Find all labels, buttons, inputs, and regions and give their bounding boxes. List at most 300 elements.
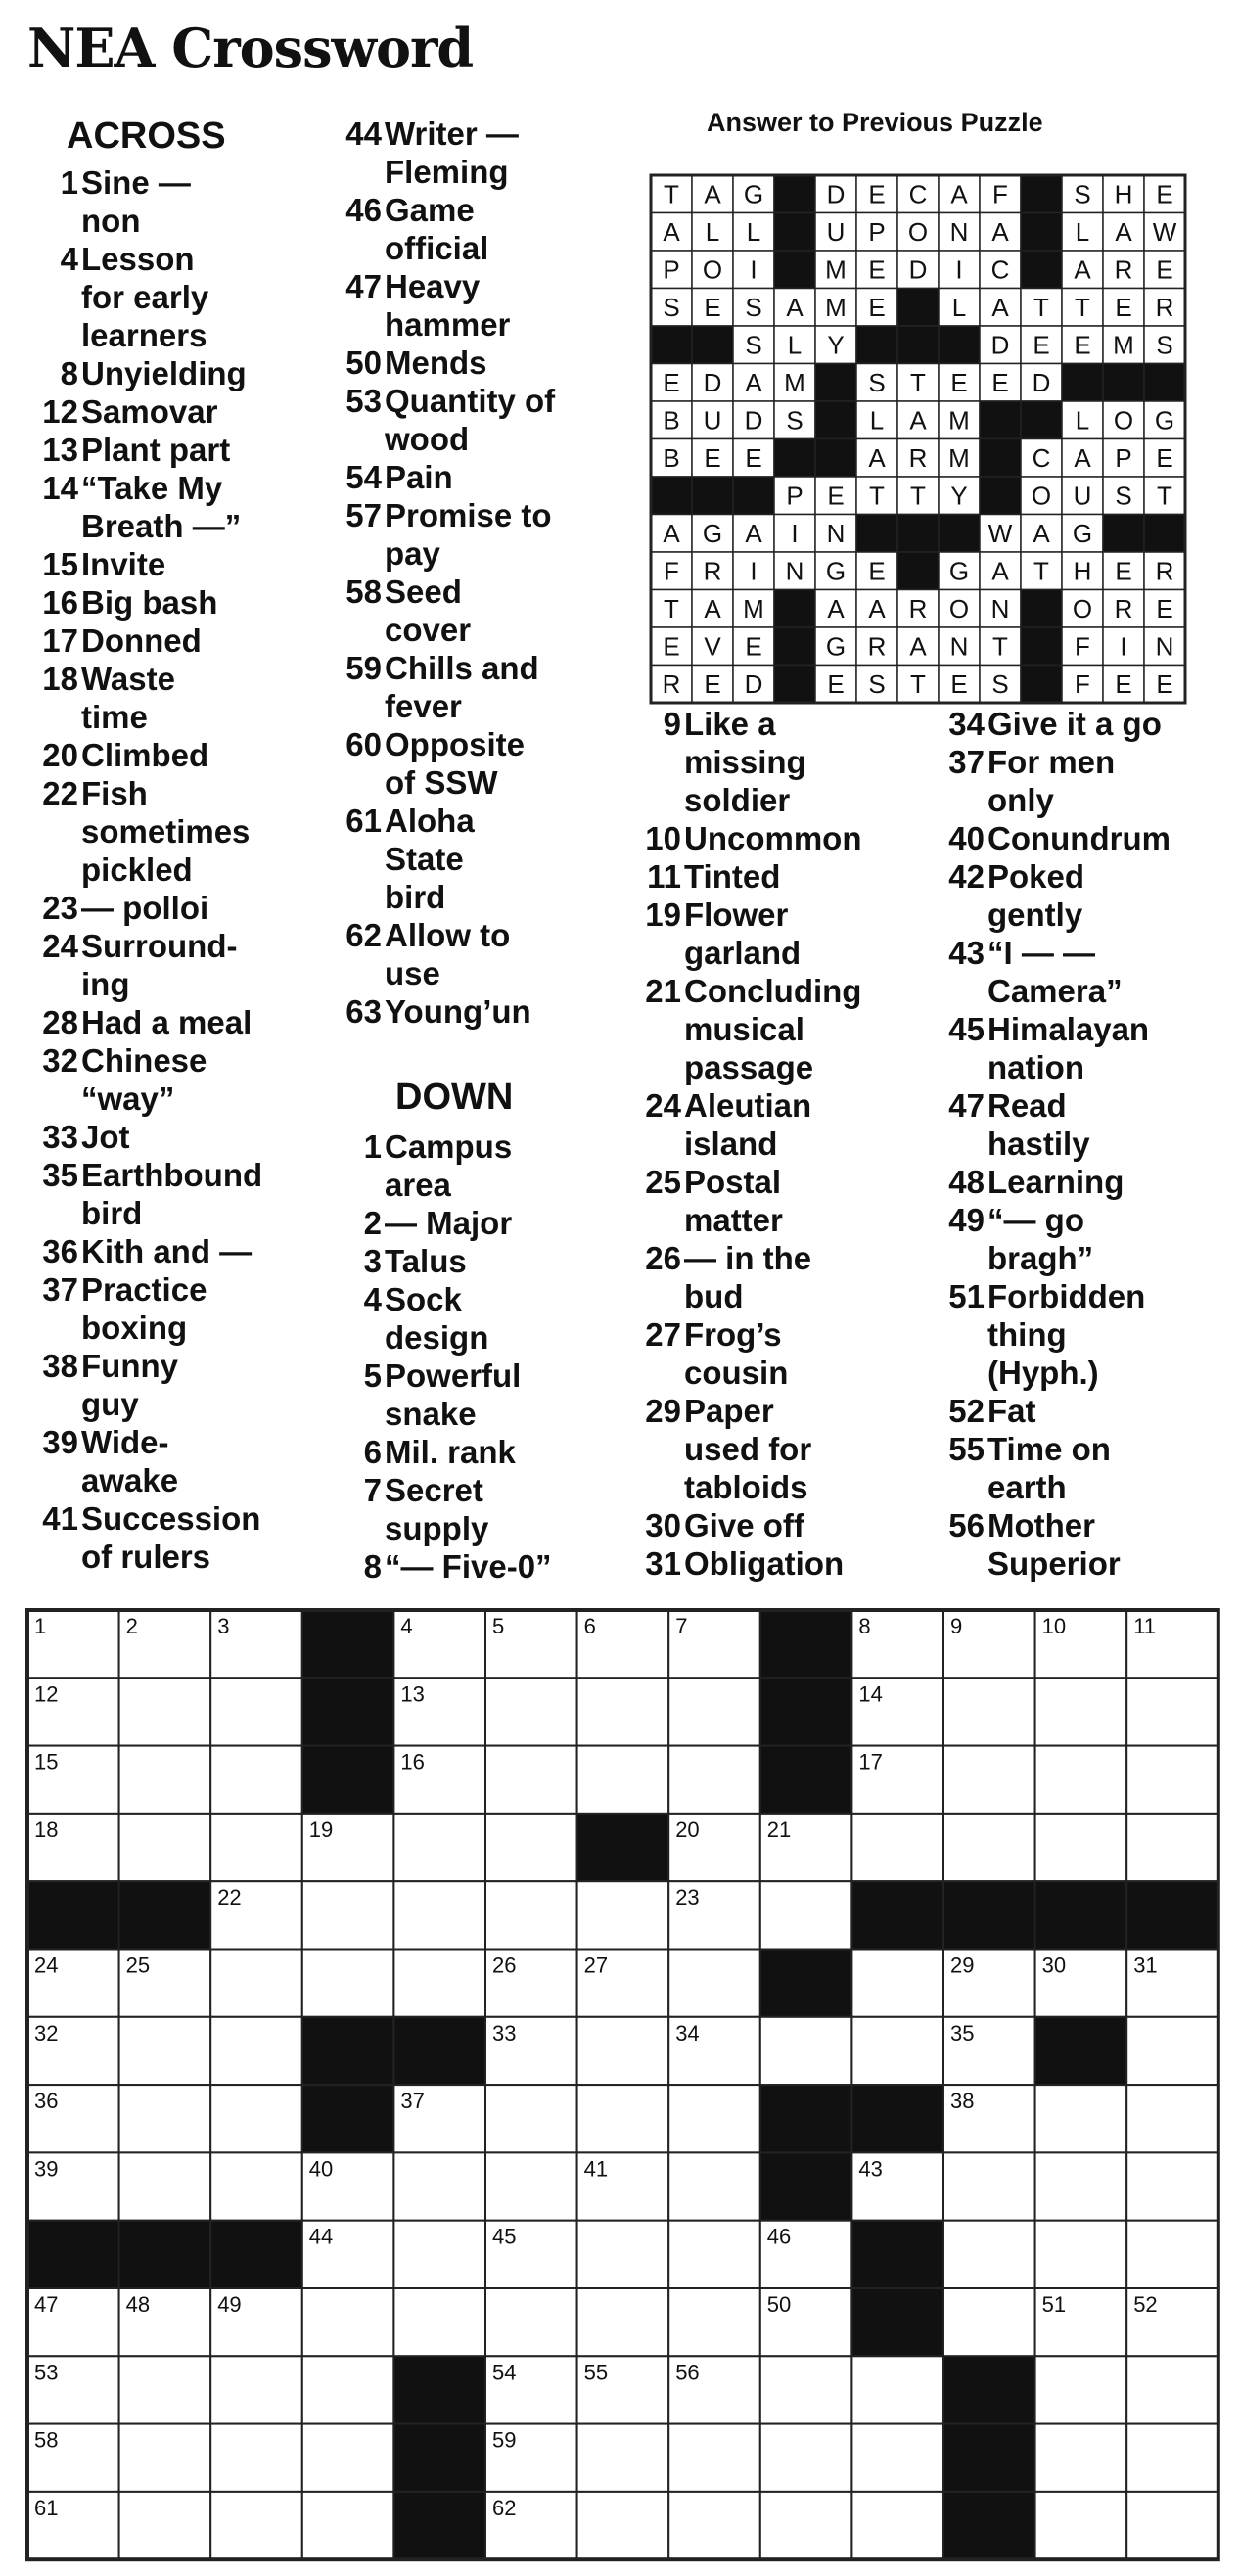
- clue-text: Paper used for tabloids: [684, 1393, 812, 1505]
- answer-block: [774, 627, 815, 666]
- answer-block: [980, 477, 1021, 515]
- clue-number: 24: [645, 1087, 681, 1124]
- clue-text: Climbed: [81, 737, 209, 773]
- grid-cell[interactable]: [485, 1881, 577, 1949]
- answer-letter: A: [786, 292, 804, 322]
- clue-number: 12: [42, 393, 78, 430]
- answer-letter: I: [955, 254, 963, 285]
- answer-block: [651, 477, 692, 515]
- grid-cell[interactable]: [1035, 2221, 1127, 2288]
- answer-letter: R: [1155, 292, 1174, 322]
- clue-number: 47: [345, 268, 382, 304]
- answer-letter: S: [745, 292, 762, 322]
- clue-text: Unyielding: [81, 355, 247, 391]
- grid-block: [1035, 1881, 1127, 1949]
- cell-number: 61: [34, 2495, 59, 2520]
- grid-cell[interactable]: [210, 1746, 302, 1814]
- answer-letter: N: [826, 518, 846, 548]
- grid-cell[interactable]: [668, 2152, 760, 2220]
- grid-cell[interactable]: [760, 2492, 852, 2559]
- grid-cell[interactable]: [1035, 2085, 1127, 2152]
- clue-number: 50: [345, 345, 382, 381]
- cell-number: 16: [400, 1749, 425, 1774]
- answer-letter: S: [868, 367, 886, 397]
- grid-cell[interactable]: [1035, 1814, 1127, 1881]
- across-clue-17: [27, 621, 350, 660]
- cell-number: 34: [675, 2020, 700, 2046]
- answer-letter: G: [948, 556, 970, 586]
- answer-block: [692, 326, 733, 364]
- answer-block: [939, 515, 980, 553]
- grid-cell[interactable]: [1035, 2356, 1127, 2423]
- grid-block: [393, 2017, 485, 2085]
- answer-letter: I: [750, 556, 758, 586]
- grid-cell[interactable]: [760, 2017, 852, 2085]
- crossword-grid[interactable]: [25, 1608, 1225, 2563]
- grid-cell[interactable]: [302, 1881, 394, 1949]
- grid-cell[interactable]: [393, 2221, 485, 2288]
- grid-cell[interactable]: [851, 1814, 943, 1881]
- clue-number: 44: [345, 115, 382, 152]
- answer-letter: E: [745, 442, 762, 473]
- clue-text: Himalayan nation: [987, 1011, 1150, 1085]
- grid-cell[interactable]: [119, 2492, 211, 2559]
- answer-letter: N: [949, 631, 969, 662]
- grid-cell[interactable]: [119, 1678, 211, 1745]
- grid-cell[interactable]: [1035, 2152, 1127, 2220]
- answer-block: [939, 326, 980, 364]
- clue-text: Like a missing soldier: [684, 706, 806, 818]
- grid-cell[interactable]: [577, 2492, 669, 2559]
- cell-number: 32: [34, 2020, 59, 2046]
- answer-block: [897, 326, 939, 364]
- across-clue-16: [27, 583, 350, 621]
- grid-cell[interactable]: [668, 2221, 760, 2288]
- grid-block: [851, 2085, 943, 2152]
- grid-cell[interactable]: [577, 1881, 669, 1949]
- grid-cell[interactable]: [393, 2152, 485, 2220]
- clue-number: 53: [345, 383, 382, 419]
- clue-text: Practice boxing: [81, 1271, 207, 1346]
- answer-letter: E: [704, 668, 721, 699]
- grid-cell[interactable]: [668, 2288, 760, 2356]
- answer-letter: E: [868, 254, 886, 285]
- down-clue-47: [934, 1086, 1240, 1163]
- answer-letter: O: [1113, 405, 1134, 436]
- grid-cell[interactable]: [119, 1746, 211, 1814]
- answer-letter: E: [827, 481, 845, 511]
- grid-cell[interactable]: [1126, 2085, 1218, 2152]
- grid-block: [943, 1881, 1035, 1949]
- clue-number: 4: [60, 241, 78, 277]
- grid-cell[interactable]: [1126, 2152, 1218, 2220]
- answer-letter: P: [1115, 442, 1132, 473]
- grid-cell[interactable]: [1035, 2492, 1127, 2559]
- answer-letter: G: [825, 631, 847, 662]
- down-clue-52: [934, 1392, 1240, 1430]
- clue-text: Time on earth: [987, 1431, 1111, 1505]
- grid-block: [1035, 2017, 1127, 2085]
- grid-cell[interactable]: [1035, 2424, 1127, 2492]
- answer-letter: A: [745, 518, 762, 548]
- grid-cell[interactable]: [210, 2424, 302, 2492]
- across-clue-33: [27, 1118, 350, 1156]
- answer-letter: W: [987, 518, 1013, 548]
- answer-letter: R: [703, 556, 722, 586]
- clue-text: Opposite of SSW: [385, 726, 526, 801]
- grid-cell[interactable]: [760, 2424, 852, 2492]
- across-clue-20: [27, 736, 350, 774]
- answer-letter: O: [1072, 593, 1093, 623]
- cell-number: 18: [34, 1817, 59, 1842]
- answer-block: [733, 477, 774, 515]
- grid-cell[interactable]: [485, 2288, 577, 2356]
- grid-cell[interactable]: [1126, 2356, 1218, 2423]
- grid-cell[interactable]: [851, 1950, 943, 2017]
- down-clue-27: [626, 1315, 949, 1392]
- answer-letter: T: [1033, 556, 1049, 586]
- cell-number: 25: [125, 1953, 151, 1978]
- answer-letter: A: [868, 442, 886, 473]
- grid-cell[interactable]: [393, 1814, 485, 1881]
- clue-number: 30: [645, 1507, 681, 1543]
- cell-number: 33: [492, 2020, 517, 2046]
- cell-number: 37: [400, 2089, 425, 2114]
- clue-text: Fish sometimes pickled: [81, 775, 251, 888]
- grid-cell[interactable]: [302, 1950, 394, 2017]
- answer-block: [1021, 627, 1062, 666]
- grid-cell[interactable]: [302, 2492, 394, 2559]
- grid-cell[interactable]: [393, 1881, 485, 1949]
- grid-cell[interactable]: [851, 2492, 943, 2559]
- across-clue-13: [27, 431, 350, 469]
- cell-number: 36: [34, 2089, 59, 2114]
- grid-cell[interactable]: [119, 1814, 211, 1881]
- answer-letter: E: [868, 556, 886, 586]
- answer-letter: A: [663, 518, 680, 548]
- cell-number: 55: [583, 2360, 609, 2385]
- answer-letter: E: [745, 631, 762, 662]
- answer-letter: A: [1074, 442, 1091, 473]
- answer-letter: M: [948, 405, 970, 436]
- clue-text: Samovar: [81, 393, 218, 430]
- grid-cell[interactable]: [210, 2152, 302, 2220]
- answer-letter: P: [663, 254, 680, 285]
- clue-text: “I — — Camera”: [987, 935, 1123, 1009]
- grid-cell[interactable]: [119, 2424, 211, 2492]
- cell-number: 29: [950, 1953, 975, 1978]
- answer-letter: A: [868, 593, 886, 623]
- grid-cell[interactable]: [577, 2221, 669, 2288]
- answer-letter: E: [663, 367, 680, 397]
- grid-cell[interactable]: [851, 2356, 943, 2423]
- answer-letter: L: [1075, 216, 1090, 247]
- cell-number: 42: [766, 2156, 792, 2182]
- cell-number: 49: [217, 2292, 242, 2317]
- grid-cell[interactable]: [119, 2085, 211, 2152]
- clue-text: Sock design: [385, 1281, 489, 1356]
- grid-cell[interactable]: [577, 2424, 669, 2492]
- grid-cell[interactable]: [760, 1881, 852, 1949]
- grid-cell[interactable]: [668, 1746, 760, 1814]
- cell-number: 8: [858, 1614, 871, 1638]
- answer-letter: T: [1075, 292, 1090, 322]
- grid-cell[interactable]: [210, 2492, 302, 2559]
- clue-text: Surround- ing: [81, 928, 238, 1002]
- grid-cell[interactable]: [485, 2085, 577, 2152]
- answer-letter: R: [908, 593, 928, 623]
- cell-number: 9: [950, 1614, 963, 1638]
- answer-block: [856, 326, 897, 364]
- clue-number: 27: [645, 1316, 681, 1353]
- grid-cell[interactable]: [210, 2017, 302, 2085]
- grid-block: [393, 2492, 485, 2559]
- clue-text: Give off: [684, 1507, 804, 1543]
- answer-block: [1021, 590, 1062, 628]
- clue-number: 9: [663, 706, 681, 742]
- clue-number: 5: [363, 1357, 382, 1394]
- grid-block: [119, 1881, 211, 1949]
- down-clue-51: [934, 1277, 1240, 1392]
- grid-cell[interactable]: [210, 2085, 302, 2152]
- clue-number: 36: [42, 1233, 78, 1269]
- cell-number: 3: [217, 1614, 230, 1638]
- answer-letter: E: [1115, 556, 1132, 586]
- clue-number: 29: [645, 1393, 681, 1429]
- grid-cell[interactable]: [485, 1814, 577, 1881]
- grid-cell[interactable]: [119, 2017, 211, 2085]
- clue-text: “Take My Breath —”: [81, 470, 242, 544]
- grid-cell[interactable]: [485, 1746, 577, 1814]
- clue-text: Heavy hammer: [385, 268, 511, 343]
- answer-letter: A: [704, 593, 721, 623]
- grid-cell[interactable]: [210, 1678, 302, 1745]
- grid-cell[interactable]: [210, 1814, 302, 1881]
- answer-letter: H: [1114, 179, 1133, 209]
- grid-block: [760, 1746, 852, 1814]
- grid-cell[interactable]: [485, 2152, 577, 2220]
- answer-letter: C: [1032, 442, 1051, 473]
- answer-letter: T: [910, 367, 926, 397]
- down-clue-2: [331, 1204, 654, 1242]
- grid-cell[interactable]: [668, 2492, 760, 2559]
- grid-cell[interactable]: [119, 2356, 211, 2423]
- clue-number: 17: [42, 622, 78, 659]
- cell-number: 1: [34, 1614, 47, 1638]
- grid-cell[interactable]: [668, 1678, 760, 1745]
- answer-letter: A: [991, 292, 1009, 322]
- clue-text: Plant part: [81, 432, 231, 468]
- clue-number: 37: [42, 1271, 78, 1308]
- answer-letter: W: [1152, 216, 1177, 247]
- grid-cell[interactable]: [577, 2017, 669, 2085]
- cell-number: 43: [858, 2156, 883, 2182]
- clue-number: 54: [345, 459, 382, 495]
- answer-letter: E: [991, 367, 1009, 397]
- answer-letter: P: [868, 216, 886, 247]
- answer-letter: A: [909, 631, 927, 662]
- across-heading: ACROSS: [67, 115, 226, 157]
- clue-number: 26: [645, 1240, 681, 1276]
- clue-text: Obligation: [684, 1545, 845, 1582]
- across-clue-22: [27, 774, 350, 889]
- clue-number: 16: [42, 584, 78, 621]
- answer-letter: E: [868, 179, 886, 209]
- answer-letter: S: [868, 668, 886, 699]
- clue-text: Writer — Fleming: [385, 115, 519, 190]
- grid-cell[interactable]: [577, 1678, 669, 1745]
- cell-number: 10: [1041, 1614, 1067, 1638]
- grid-cell[interactable]: [943, 2221, 1035, 2288]
- clue-number: 59: [345, 650, 382, 686]
- grid-cell[interactable]: [851, 2424, 943, 2492]
- cell-number: 28: [766, 1953, 792, 1978]
- grid-cell[interactable]: [577, 2085, 669, 2152]
- answer-block: [1103, 515, 1144, 553]
- answer-block: [651, 326, 692, 364]
- grid-cell[interactable]: [943, 2288, 1035, 2356]
- clue-text: Wide- awake: [81, 1424, 179, 1498]
- grid-cell[interactable]: [1035, 1678, 1127, 1745]
- grid-cell[interactable]: [393, 2288, 485, 2356]
- down-clue-7: [331, 1471, 654, 1547]
- grid-cell[interactable]: [210, 2356, 302, 2423]
- across-clue-47: [331, 267, 654, 344]
- answer-letter: E: [1033, 330, 1050, 360]
- grid-cell[interactable]: [302, 2288, 394, 2356]
- clue-number: 7: [363, 1472, 382, 1508]
- clue-text: Mends: [385, 345, 487, 381]
- cell-number: 40: [308, 2156, 334, 2182]
- answer-letter: R: [867, 631, 887, 662]
- across-clue-41: [27, 1499, 350, 1576]
- answer-letter: D: [908, 254, 928, 285]
- down-clue-25: [626, 1163, 949, 1239]
- answer-letter: E: [827, 668, 845, 699]
- cell-number: 59: [492, 2427, 517, 2453]
- clue-text: Secret supply: [385, 1472, 489, 1546]
- clue-number: 39: [42, 1424, 78, 1460]
- clue-text: Concluding musical passage: [684, 973, 862, 1085]
- answer-letter: N: [990, 593, 1010, 623]
- across-clue-15: [27, 545, 350, 583]
- across-clue-32: [27, 1041, 350, 1118]
- grid-cell[interactable]: [943, 1746, 1035, 1814]
- answer-letter: M: [743, 593, 764, 623]
- clue-text: Campus area: [385, 1128, 513, 1203]
- clue-number: 4: [363, 1281, 382, 1317]
- clue-number: 25: [645, 1164, 681, 1200]
- down-clue-1: [331, 1127, 654, 1204]
- grid-cell[interactable]: [1035, 1746, 1127, 1814]
- grid-cell[interactable]: [851, 2017, 943, 2085]
- clue-text: Postal matter: [684, 1164, 783, 1238]
- grid-cell[interactable]: [302, 2424, 394, 2492]
- answer-block: [1021, 213, 1062, 252]
- answer-letter: U: [1073, 481, 1092, 511]
- answer-letter: D: [744, 668, 763, 699]
- grid-cell[interactable]: [393, 1950, 485, 2017]
- answer-block: [692, 477, 733, 515]
- grid-cell[interactable]: [668, 2085, 760, 2152]
- grid-cell[interactable]: [1126, 1746, 1218, 1814]
- grid-cell[interactable]: [943, 1814, 1035, 1881]
- grid-cell[interactable]: [485, 1678, 577, 1745]
- across-clue-57: [331, 496, 654, 573]
- answer-letter: M: [948, 442, 970, 473]
- grid-cell[interactable]: [668, 1950, 760, 2017]
- answer-letter: O: [907, 216, 929, 247]
- clue-number: 1: [363, 1128, 382, 1165]
- grid-cell[interactable]: [760, 2356, 852, 2423]
- grid-cell[interactable]: [1126, 1814, 1218, 1881]
- answer-letter: L: [951, 292, 967, 322]
- across-clue-59: [331, 649, 654, 725]
- grid-cell[interactable]: [943, 2152, 1035, 2220]
- clue-text: Sine — non: [81, 164, 191, 239]
- grid-cell[interactable]: [943, 1678, 1035, 1745]
- cell-number: 51: [1041, 2292, 1067, 2317]
- grid-cell[interactable]: [1126, 2017, 1218, 2085]
- answer-letter: F: [664, 556, 679, 586]
- answer-letter: E: [868, 292, 886, 322]
- grid-cell[interactable]: [1126, 2221, 1218, 2288]
- grid-block: [851, 2288, 943, 2356]
- answer-block: [980, 401, 1021, 439]
- clue-text: Conundrum: [987, 820, 1171, 856]
- answer-letter: F: [992, 179, 1008, 209]
- grid-cell[interactable]: [1126, 2424, 1218, 2492]
- down-clue-6: [331, 1433, 654, 1471]
- grid-cell[interactable]: [668, 2424, 760, 2492]
- answer-letter: R: [662, 668, 681, 699]
- down-clue-49: [934, 1201, 1240, 1277]
- answer-letter: T: [910, 668, 926, 699]
- down-clue-21: [626, 972, 949, 1086]
- grid-cell[interactable]: [577, 1746, 669, 1814]
- grid-cell[interactable]: [119, 2152, 211, 2220]
- grid-cell[interactable]: [302, 2356, 394, 2423]
- grid-cell[interactable]: [577, 2288, 669, 2356]
- grid-cell[interactable]: [1126, 1678, 1218, 1745]
- answer-letter: L: [1075, 405, 1090, 436]
- answer-letter: B: [663, 442, 680, 473]
- across-clue-18: [27, 660, 350, 736]
- cell-number: 30: [1041, 1953, 1067, 1978]
- answer-block: [774, 439, 815, 478]
- clue-number: 3: [363, 1243, 382, 1279]
- answer-letter: I: [750, 254, 758, 285]
- clue-text: Young’un: [385, 993, 531, 1030]
- down-clue-34: [934, 705, 1240, 743]
- cell-number: 2: [125, 1614, 138, 1638]
- clue-number: 14: [42, 470, 78, 506]
- grid-cell[interactable]: [210, 1950, 302, 2017]
- answer-letter: S: [1115, 481, 1132, 511]
- across-clue-39: [27, 1423, 350, 1499]
- answer-letter: C: [990, 254, 1010, 285]
- across-clue-46: [331, 191, 654, 267]
- clue-number: 45: [948, 1011, 985, 1047]
- grid-cell[interactable]: [1126, 2492, 1218, 2559]
- cell-number: 46: [766, 2224, 792, 2249]
- across-clue-63: [331, 992, 654, 1031]
- across-clue-4: [27, 240, 350, 354]
- answer-letter: E: [1156, 179, 1173, 209]
- clue-number: 20: [42, 737, 78, 773]
- clue-text: — polloi: [81, 890, 209, 926]
- answer-letter: E: [1074, 330, 1091, 360]
